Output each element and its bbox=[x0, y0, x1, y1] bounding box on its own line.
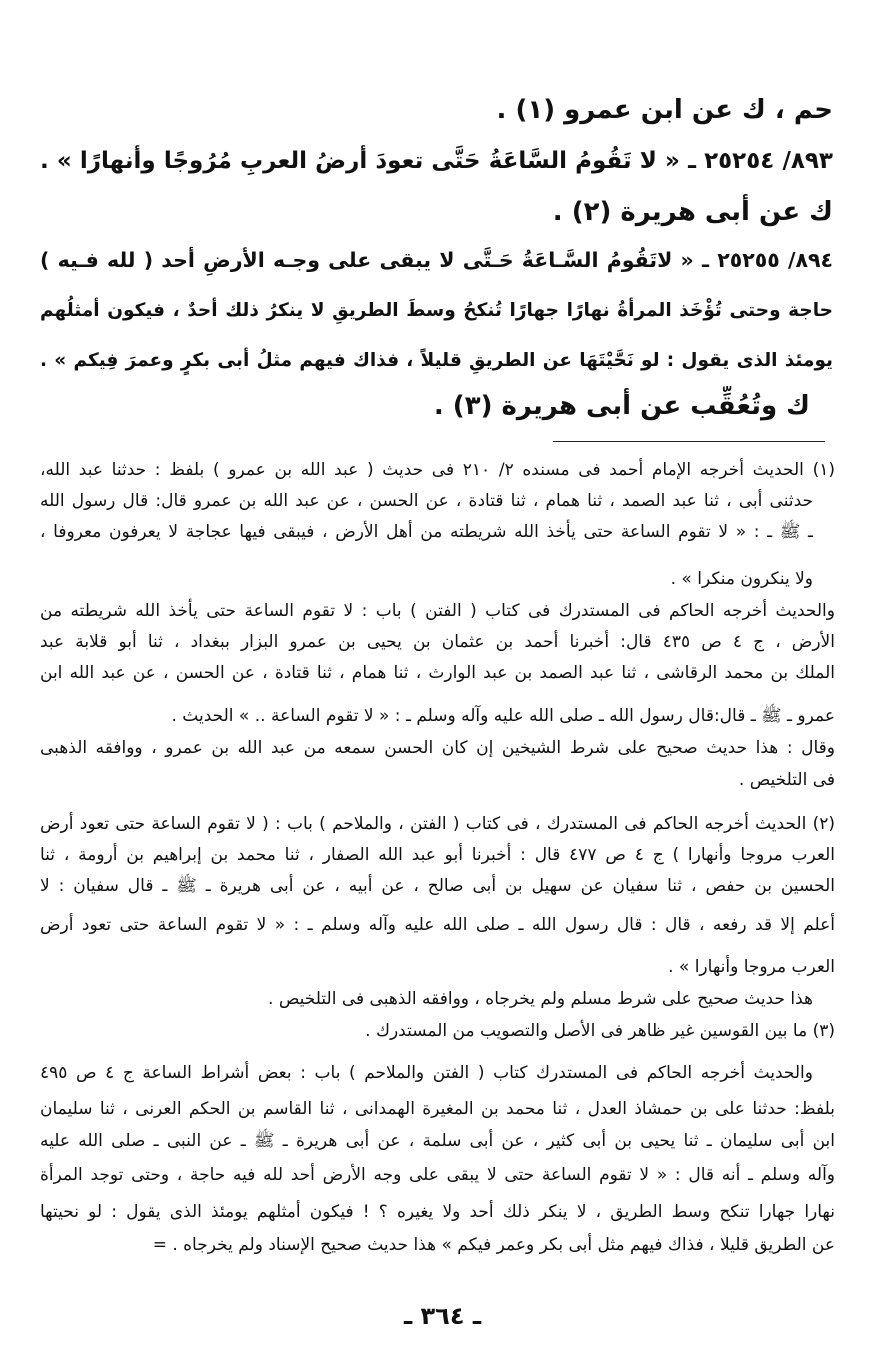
footnote-line: بلفظ: حدثنا على بن حمشاذ العدل ، ثنا محمد بن المغيرة الهمدانى ، ثنا القاسم بن الحكم العرنى ، ثنا سليمان bbox=[40, 1099, 835, 1119]
footnote-line: الملك بن محمد الرقاشى ، ثنا عبد الصمد بن عبد الوارث ، ثنا همام ، ثنا قتادة ، عن الحسن ، عن عبد الله ابن bbox=[40, 663, 835, 683]
footnote-line: وقال : هذا حديث صحيح على شرط الشيخين إن كان الحسن سمعه من عبد الله بن عمرو ، ووافقه الذهبى bbox=[40, 738, 835, 758]
footnote-divider bbox=[553, 441, 825, 442]
footnote-line: ابن أبى سليمان ـ ثنا يحيى بن أبى كثير ، عن أبى سلمة ، عن أبى هريرة ـ ﷺ ـ عن النبى ـ صلى الله عليه bbox=[40, 1131, 835, 1151]
footnote-line: (١) الحديث أخرجه الإمام أحمد فى مسنده ٢/ ٢١٠ فى حديث ( عبد الله بن عمرو ) بلفظ : حدثنا عبد الله، bbox=[40, 460, 835, 480]
footnote-line: فى التلخيص . bbox=[738, 770, 835, 790]
page-number: ـ ٣٦٤ ـ bbox=[403, 1302, 482, 1330]
main-text-line: ٨٩٣/ ٢٥٢٥٤ ـ « لا تَقُومُ السَّاعَةُ حَتَّى تعودَ أرضُ العربِ مُرُوجًا وأنهارًا » . bbox=[40, 148, 833, 174]
footnote-line: وآله وسلم ـ أنه قال : « لا تقوم الساعة حتى لا يبقى على وجه الأرض أحد لله فيه حاجة ، وحتى توجد المرأة bbox=[40, 1165, 835, 1185]
main-text-line: حاجة وحتى تُؤْخَذ المرأةُ نهارًا جهارًا تُنكحُ وسطَ الطريقِ لا ينكرُ ذلك أحدٌ ، فيكون أمثلُهم bbox=[40, 300, 833, 321]
footnote-line: ولا ينكرون منكرا » . bbox=[670, 569, 813, 589]
footnote-line: الأرض ، ج ٤ ص ٤٣٥ قال: أخبرنا أحمد بن عثمان بن يحيى بن عمرو البزار ببغداد ، ثنا أبو قلابة عبد bbox=[40, 632, 835, 652]
footnote-line: الحسين بن حفص ، ثنا سفيان عن سهيل بن أبى صالح ، عن أبيه ، عن أبى هريرة ـ ﷺ ـ قال سفيان : لا bbox=[40, 876, 835, 896]
main-text-line: يومئذ الذى يقول : لو نَحَّيْتَهَا عن الطريقِ قليلاً ، فذاك فيهم مثلُ أبى بكرٍ وعمرَ فِيكم » . bbox=[40, 350, 833, 371]
footnote-line: نهارا جهارا تنكح وسط الطريق ، لا ينكر ذلك أحد ولا يغيره ؟ ! فيكون أمثلهم يومئذ الذى يقول : لو نحيتها bbox=[40, 1202, 835, 1222]
footnote-line: عمرو ـ ﷺ ـ قال:قال رسول الله ـ صلى الله عليه وآله وسلم ـ : « لا تقوم الساعة .. » الحديث . bbox=[171, 706, 835, 726]
footnote-line: حدثنى أبى ، ثنا عبد الصمد ، ثنا همام ، ثنا قتادة ، عن الحسن ، عن عبد الله بن عمرو قال: قال رسول الله bbox=[40, 491, 813, 511]
footnote-line: (٢) الحديث أخرجه الحاكم فى المستدرك ، فى كتاب ( الفتن ، والملاحم ) باب : ( لا تقوم الساعة حتى تعود أرض bbox=[40, 814, 835, 834]
footnote-line: أعلم إلا قد رفعه ، قال : قال رسول الله ـ صلى الله عليه وآله وسلم ـ : « لا تقوم الساعة حتى تعود أرض bbox=[40, 915, 835, 935]
main-text-line: ك وتُعُقِّب عن أبى هريرة (٣) . bbox=[433, 391, 810, 421]
footnote-line: عن الطريق قليلا ، فذاك فيهم مثل أبى بكر وعمر فيكم » هذا حديث صحيح الإسناد ولم يخرجاه . = bbox=[152, 1235, 835, 1255]
footnote-line: ـ ﷺ ـ : « لا تقوم الساعة حتى يأخذ الله شريطته من أهل الأرض ، فيبقى فيها عجاجة لا يعرفون معروفا ، bbox=[40, 522, 813, 542]
main-text-line: ك عن أبى هريرة (٢) . bbox=[552, 197, 833, 227]
footnote-line: (٣) ما بين القوسين غير ظاهر فى الأصل والتصويب من المستدرك . bbox=[365, 1021, 835, 1041]
footnote-line: والحديث أخرجه الحاكم فى المستدرك كتاب ( الفتن والملاحم ) باب : بعض أشراط الساعة ج ٤ ص ٤٩٥ bbox=[40, 1063, 813, 1083]
main-text-line: حم ، ك عن ابن عمرو (١) . bbox=[496, 95, 833, 125]
footnote-line: العرب مروجا وأنهارا ) ج ٤ ص ٤٧٧ قال : أخبرنا أبو عبد الله الصفار ، ثنا محمد بن إبراهيم بن أرومة ، ثنا bbox=[40, 845, 835, 865]
footnote-line: هذا حديث صحيح على شرط مسلم ولم يخرجاه ، ووافقه الذهبى فى التلخيص . bbox=[268, 989, 813, 1009]
footnote-line: والحديث أخرجه الحاكم فى المستدرك فى كتاب ( الفتن ) باب : لا تقوم الساعة حتى يأخذ الله شريطته من bbox=[40, 601, 835, 621]
main-text-line: ٨٩٤/ ٢٥٢٥٥ ـ « لاتَقُومُ السَّـاعَةُ حَـتَّى لا يبقى على وجـه الأرضِ أحد ( لله فـيه ) bbox=[40, 248, 833, 272]
footnote-line: العرب مروجا وأنهارا » . bbox=[668, 957, 835, 977]
